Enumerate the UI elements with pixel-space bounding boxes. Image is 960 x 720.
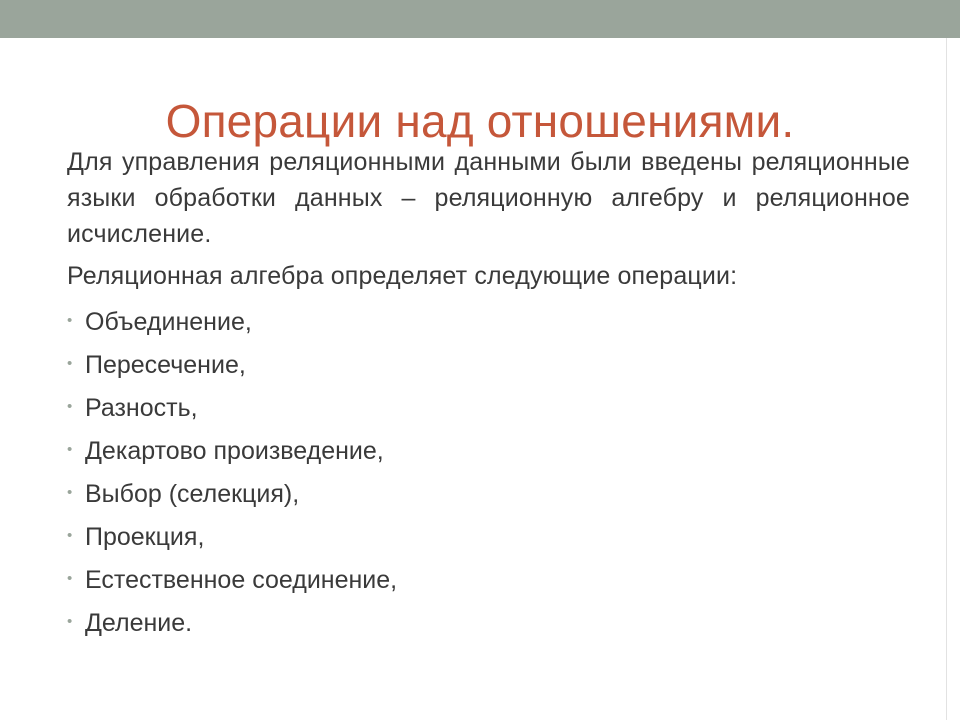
slide-title: Операции над отношениями. [165,94,795,147]
operations-lead-paragraph: Реляционная алгебра определяет следующие операции: [67,262,738,290]
list-item-union [67,301,910,344]
bullet-dot-icon: • [67,527,73,544]
slide-body [67,144,910,645]
list-item-label: Разность, [85,394,198,422]
list-item-difference [67,387,910,430]
bullet-dot-icon: • [67,570,73,587]
list-item-label: Объединение, [85,308,252,336]
list-item-cartesian-product [67,430,910,473]
bullet-dot-icon: • [67,484,73,501]
top-band [0,0,960,38]
bullet-dot-icon: • [67,441,73,458]
bullet-dot-icon: • [67,355,73,372]
list-item-label: Пересечение, [85,351,246,379]
list-item-projection [67,516,910,559]
list-item-natural-join [67,559,910,602]
bullet-dot-icon: • [67,312,73,329]
list-item-label: Естественное соединение, [85,566,398,594]
list-item-label: Декартово произведение, [85,437,384,465]
list-item-label: Деление. [85,609,193,637]
operations-list [67,301,910,645]
bullet-dot-icon: • [67,398,73,415]
list-item-selection [67,473,910,516]
list-item-label: Выбор (селекция), [85,480,300,508]
list-item-label: Проекция, [85,523,205,551]
intro-paragraph: Для управления реляционными данными были введены реляционные языки обработки данных – реляционную алгебру и реляционное исчисление. [67,148,910,248]
list-item-division [67,602,910,645]
bullet-dot-icon: • [67,613,73,630]
list-item-intersection [67,344,910,387]
